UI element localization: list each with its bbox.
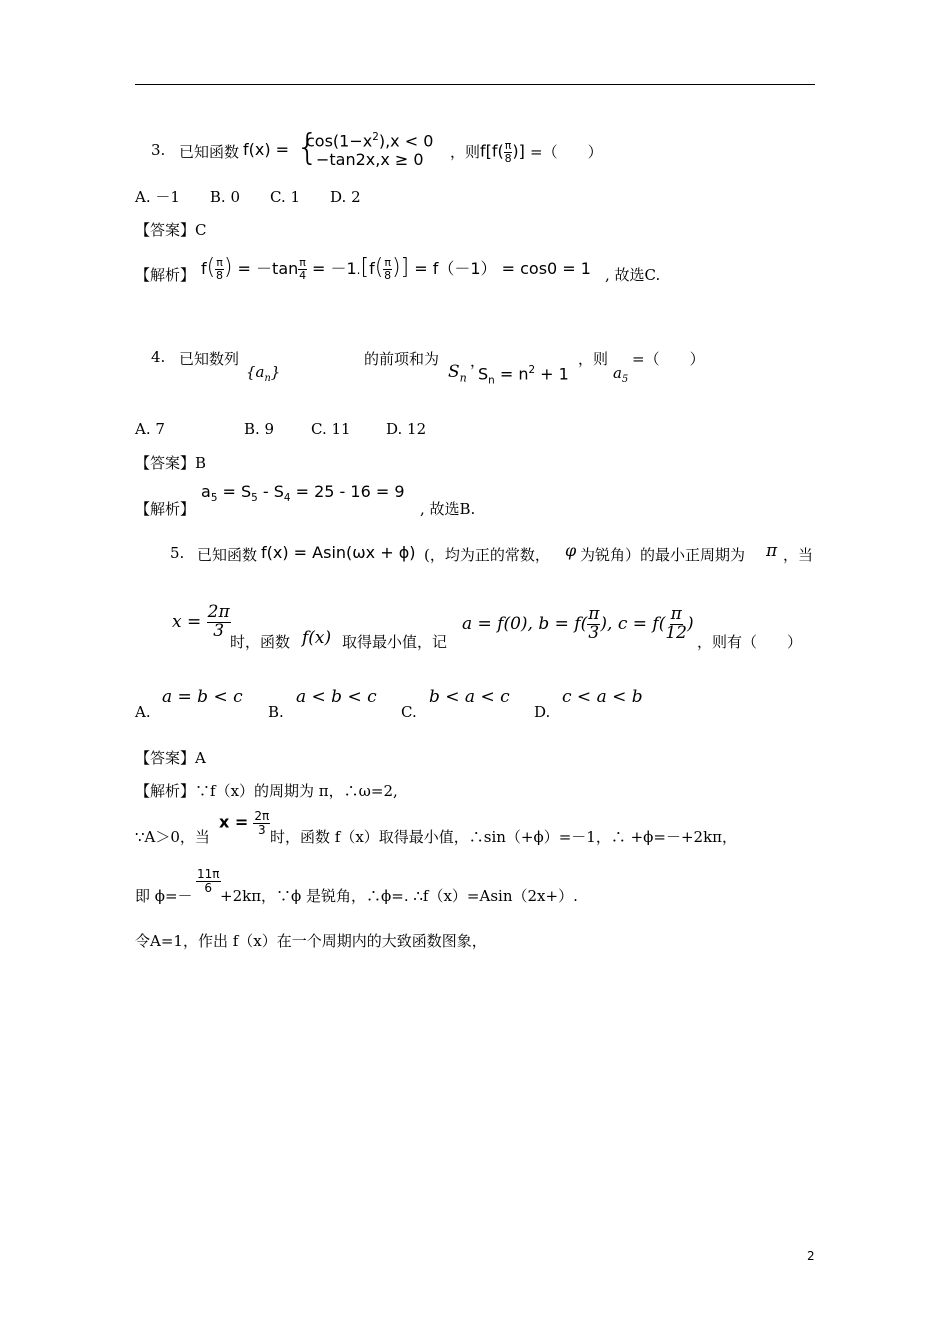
q3-answer: 【答案】C (135, 221, 207, 239)
q3-expr: f[f( $\frac{\pi}{8}$ )] (480, 139, 525, 165)
q3-mid: ，则 (450, 143, 481, 161)
q5-analysis-line2-post: 时，函数 f（x）取得最小值，∴sin（+ϕ）=－1，∴ +ϕ=－+2kπ， (270, 828, 738, 846)
q3-solution-end: , 故选C. (605, 266, 661, 284)
q5-line2-end: ，则有（ ） (697, 633, 803, 651)
q5-answer: 【答案】A (135, 749, 206, 767)
q5-option-b: a < b < c (296, 687, 377, 707)
q5-phi: φ (565, 541, 577, 560)
header-rule (135, 84, 815, 85)
q5-analysis-line2-pre: ∵A＞0，当 (135, 828, 210, 846)
q4-solution-end: , 故选B. (420, 500, 476, 518)
q4-then: ，则 (578, 350, 609, 368)
q3-number: 3. (151, 141, 166, 159)
q4-mid: 的前项和为 (364, 350, 440, 368)
q5-intro: 已知函数 (197, 546, 258, 564)
q5-analysis-line3-frac: $\frac{11\pi}{6}$ (197, 867, 220, 895)
q3-func: f(x) = (243, 140, 290, 159)
q5-option-d-label: D. (534, 703, 551, 721)
q5-analysis-line1: 【解析】∵f（x）的周期为 π，∴ω=2, (135, 782, 398, 800)
q4-intro: 已知数列 (179, 350, 240, 368)
q4-option-d: D. 12 (386, 420, 427, 438)
q5-option-a-label: A. (135, 703, 151, 721)
q3-case2: −tan2x,x ≥ 0 (316, 150, 424, 169)
q5-line1-rest: (，均为正的常数， (424, 546, 550, 564)
q3-analysis-label: 【解析】 (135, 266, 196, 284)
q5-option-c-label: C. (401, 703, 417, 721)
q3-tail: =（ ） (530, 143, 603, 161)
q4-option-a: A. 7 (135, 420, 165, 438)
q4-tail: =（ ） (632, 350, 705, 368)
q4-a5: $a_5$ (613, 364, 629, 385)
q3-solution: f( $\frac{\pi}{8}$ ) = －tan $\frac{\pi}{4}$ = －1.[f( $\frac{\pi}{8}$ )] = f（－1） = cos0 = 1 (201, 255, 591, 282)
q4-number: 4. (151, 348, 166, 366)
q5-pi: π (766, 541, 778, 561)
q5-line1-rest2: 为锐角）的最小正周期为 (580, 546, 746, 564)
q3-options: A. －1 B. 0 C. 1 D. 2 (135, 188, 361, 206)
q4-analysis-label: 【解析】 (135, 500, 196, 518)
page-number: 2 (807, 1249, 815, 1263)
q5-line2-mid2: 取得最小值，记 (342, 633, 448, 651)
q5-analysis-line4: 令A=1，作出 f（x）在一个周期内的大致函数图象， (135, 932, 487, 950)
q4-option-c: C. 11 (311, 420, 351, 438)
q4-sequence: $\{a_n\}$ (246, 363, 281, 384)
q5-option-a: a = b < c (162, 687, 243, 707)
q4-answer: 【答案】B (135, 454, 207, 472)
q5-abc: a = f(0), b = f( $\frac{\pi}{3}$ ), c = f( $\frac{\pi}{12}$ ) (462, 604, 694, 643)
q4-solution: $a_5 = S_5 - S_4 = 25 - 16 = 9$ (201, 482, 405, 505)
q3-intro: 已知函数 (179, 143, 240, 161)
q5-number: 5. (170, 544, 185, 562)
q5-analysis-line3-post: +2kπ，∵ϕ 是锐角，∴ϕ=. ∴f（x）=Asin（2x+）. (220, 887, 578, 905)
q4-comma: ， (470, 352, 486, 370)
q5-option-b-label: B. (268, 703, 284, 721)
q5-option-d: c < a < b (562, 687, 643, 707)
q3-brace: { (296, 127, 319, 168)
q5-option-c: b < a < c (429, 687, 510, 707)
q4-Sn: $S_n$ (448, 362, 467, 385)
q4-option-b: B. 9 (244, 420, 275, 438)
q4-formula: $S_n = n^2 + 1$ (478, 364, 569, 387)
q5-line2-mid: 时，函数 (230, 633, 291, 651)
q5-func: f(x) = Asin(ωx + ϕ) (261, 543, 416, 562)
q5-analysis-line2-x: x = $\frac{2\pi}{3}$ (219, 809, 270, 837)
q5-fx: f(x) (302, 628, 332, 648)
q5-analysis-line3-pre: 即 ϕ=－ (135, 887, 193, 905)
q5-x-eq: x = $\frac{2\pi}{3}$ (172, 602, 230, 641)
q5-line1-end: ，当 (783, 546, 814, 564)
q3-case1: $\cos(1-x^2),x < 0$ (306, 131, 434, 151)
